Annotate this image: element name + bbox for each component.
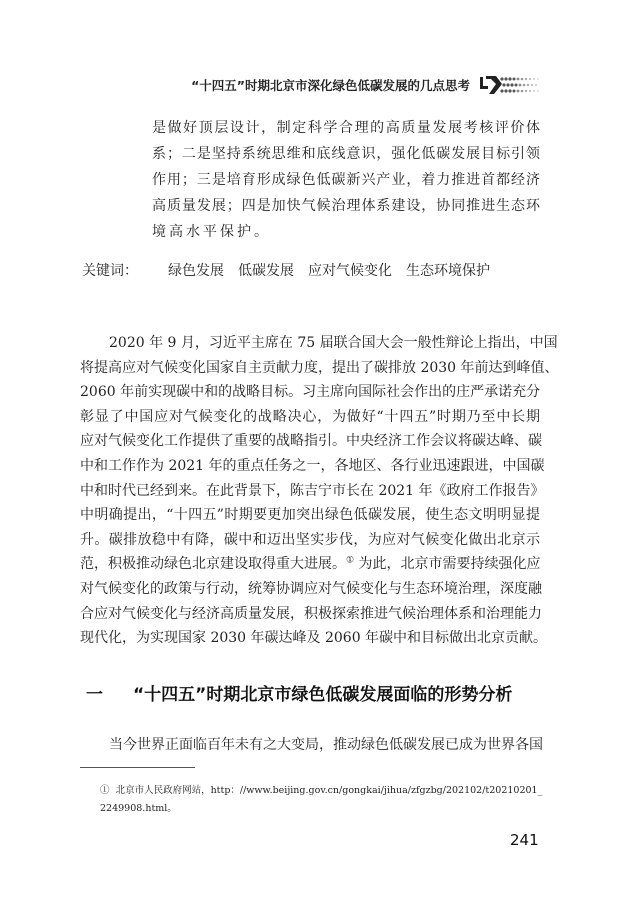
keyword: 绿色发展 bbox=[168, 263, 224, 279]
abstract-line: 系；二是坚持系统思维和底线意识，强化低碳发展目标引领 bbox=[152, 146, 540, 162]
abstract-line: 高质量发展；四是加快气候治理体系建设，协同推进生态环 bbox=[152, 198, 540, 214]
footnote-line bbox=[100, 782, 543, 800]
section-title: “十四五”时期北京市绿色低碳发展面临的形势分析 bbox=[133, 685, 513, 705]
body-paragraph bbox=[80, 331, 559, 651]
abstract-line: 是做好顶层设计，制定科学合理的高质量发展考核评价体 bbox=[152, 120, 540, 136]
footnote-reference[interactable]: ① bbox=[346, 555, 355, 566]
body-line: 现代化，为实现国家 2030 年碳达峰及 2060 年碳中和目标做出北京贡献。 bbox=[80, 630, 548, 647]
footnote-divider bbox=[80, 767, 195, 768]
footnote-text: 北京市人民政府网站，http：//www.beijing.gov.cn/gongkai/jihua/zfgzbg/202102/t20210201_ bbox=[115, 785, 543, 796]
page-number: 241 bbox=[510, 831, 539, 849]
footnote-text-continued: 2249908.html。 bbox=[100, 803, 177, 814]
body-line: 应对气候变化工作提供了重要的战略指引。中央经济工作会议将碳达峰、碳 bbox=[80, 433, 542, 450]
body-line: 中和工作作为 2021 年的重点任务之一，各地区、各行业迅速跟进，中国碳 bbox=[80, 457, 545, 474]
body-line bbox=[80, 552, 540, 577]
body-line: 升。碳排放稳中有降，碳中和迈出坚实步伐，为应对气候变化做出北京示 bbox=[80, 531, 540, 548]
footnote bbox=[100, 782, 543, 818]
body-line: 将提高应对气候变化国家自主贡献力度，提出了碳排放 2030 年前达到峰值、 bbox=[80, 359, 559, 376]
keywords bbox=[82, 260, 504, 280]
body-line: 合应对气候变化与经济高质量发展，积极探索推进气候治理体系和治理能力 bbox=[80, 605, 542, 622]
body-line: 2020 年 9 月，习近平主席在 75 届联合国大会一般性辩论上指出，中国 bbox=[109, 335, 558, 351]
section-number: 一 bbox=[86, 685, 103, 705]
running-header: “十四五”时期北京市深化绿色低碳发展的几点思考 bbox=[191, 78, 470, 93]
header-decoration-icon bbox=[478, 74, 542, 96]
body-text: 为此，北京市需要持续强化应 bbox=[358, 556, 541, 573]
section-heading bbox=[86, 680, 512, 705]
body-text: 范，积极推动绿色北京建设取得重大进展。 bbox=[80, 556, 346, 573]
body-line: 彰显了中国应对气候变化的战略决心，为做好“十四五”时期乃至中长期 bbox=[80, 408, 540, 425]
section-paragraph: 当今世界正面临百年未有之大变局，推动绿色低碳发展已成为世界各国 bbox=[109, 737, 543, 753]
body-line: 2060 年前实现碳中和的战略目标。习主席向国际社会作出的庄严承诺充分 bbox=[80, 384, 541, 401]
keyword: 生态环境保护 bbox=[406, 263, 490, 279]
keyword: 应对气候变化 bbox=[308, 263, 392, 279]
abstract-line: 境高水平保护。 bbox=[152, 224, 271, 240]
keywords-label: 关键词： bbox=[82, 263, 138, 279]
abstract bbox=[152, 115, 540, 245]
body-line: 中和时代已经到来。在此背景下，陈吉宁市长在 2021 年《政府工作报告》 bbox=[80, 482, 545, 499]
footnote-marker: ① bbox=[100, 785, 110, 796]
abstract-line: 作用；三是培育形成绿色低碳新兴产业，着力推进首都经济 bbox=[152, 172, 540, 188]
body-line: 中明确提出，“十四五”时期要更加突出绿色低碳发展，使生态文明明显提 bbox=[80, 507, 540, 524]
keyword: 低碳发展 bbox=[238, 263, 294, 279]
body-line: 对气候变化的政策与行动，统筹协调应对气候变化与生态环境治理，深度融 bbox=[80, 580, 542, 597]
